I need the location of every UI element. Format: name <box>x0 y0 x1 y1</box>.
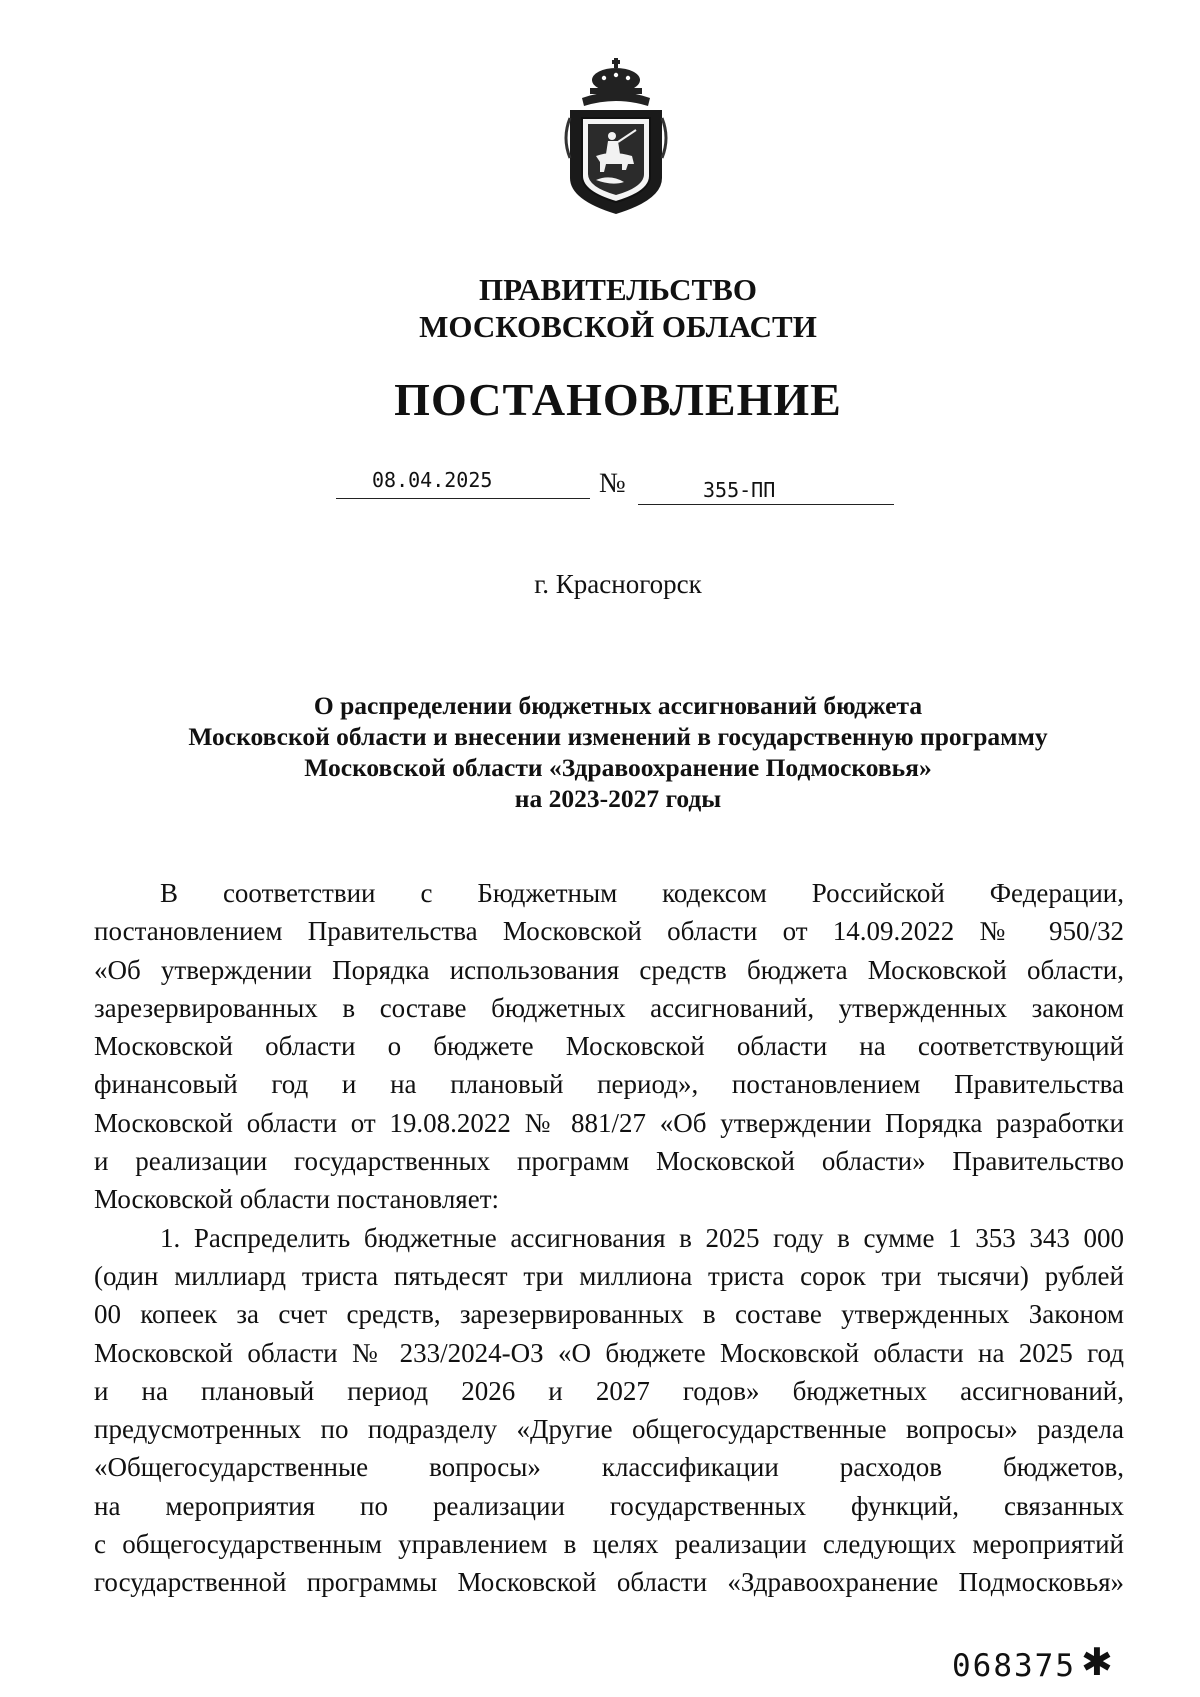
document-type-title: ПОСТАНОВЛЕНИЕ <box>394 374 842 425</box>
organization-name-line1: ПРАВИТЕЛЬСТВО <box>479 272 757 307</box>
body-line: Московской области постановляет: <box>94 1184 499 1215</box>
body-line: финансовый год и на плановый период», постановлением Правительства <box>94 1069 1124 1100</box>
title-line: О распределении бюджетных ассигнований бюджета <box>313 691 923 720</box>
title-line: на 2023-2027 годы <box>514 784 722 813</box>
body-line: постановлением Правительства Московской области от 14.09.2022 № 950/32 <box>94 916 1124 947</box>
body-line: В соответствии с Бюджетным кодексом Российской Федерации, <box>160 878 1124 908</box>
body-line: Московской области № 233/2024-ОЗ «О бюджете Московской области на 2025 год <box>94 1337 1124 1368</box>
body-line: Московской области от 19.08.2022 № 881/27 «Об утверждении Порядка разработки <box>94 1107 1124 1138</box>
body-line: Московской области о бюджете Московской области на соответствующий <box>94 1031 1124 1062</box>
number-sign: № <box>599 468 626 499</box>
body-line: «Об утверждении Порядка использования средств бюджета Московской области, <box>94 954 1124 985</box>
date-underline <box>336 498 590 499</box>
title-line: Московской области «Здравоохранение Подмосковья» <box>304 753 932 782</box>
registration-line <box>0 464 1200 514</box>
body-line: и на плановый период 2026 и 2027 годов» бюджетных ассигнований, <box>94 1375 1124 1406</box>
body-line: 1. Распределить бюджетные ассигнования в 2025 году в сумме 1 353 343 000 <box>160 1222 1124 1253</box>
body-line: предусмотренных по подразделу «Другие общегосударственные вопросы» раздела <box>94 1414 1124 1445</box>
number-underline <box>638 504 894 505</box>
body-line: и реализации государственных программ Московской области» Правительство <box>94 1146 1124 1177</box>
document-date: 08.04.2025 <box>372 468 493 492</box>
asterisk-icon: ✱ <box>1081 1640 1113 1684</box>
body-line: 00 копеек за счет средств, зарезервированных в составе утвержденных Законом <box>94 1299 1124 1330</box>
organization-name-line2: МОСКОВСКОЙ ОБЛАСТИ <box>419 309 817 344</box>
body-line: на мероприятия по реализации государственных функций, связанных <box>94 1490 1124 1521</box>
document-subject-title <box>100 690 1136 814</box>
document-number: 355-ПП <box>703 478 776 502</box>
body-line: государственной программы Московской области «Здравоохранение Подмосковья» <box>94 1567 1124 1598</box>
city-of-issue: г. Красногорск <box>534 569 702 599</box>
body-line: (один миллиард триста пятьдесят три миллиона триста сорок три тысячи) рублей <box>94 1260 1124 1291</box>
document-body <box>94 874 1124 1602</box>
form-serial-number: 068375 <box>952 1648 1076 1684</box>
coat-of-arms-emblem <box>562 58 670 216</box>
body-line: «Общегосударственные вопросы» классификации расходов бюджетов, <box>94 1452 1124 1483</box>
body-line: с общегосударственным управлением в целях реализации следующих мероприятий <box>94 1529 1124 1560</box>
body-line: зарезервированных в составе бюджетных ассигнований, утвержденных законом <box>94 992 1124 1023</box>
title-line: Московской области и внесении изменений в государственную программу <box>188 722 1048 751</box>
